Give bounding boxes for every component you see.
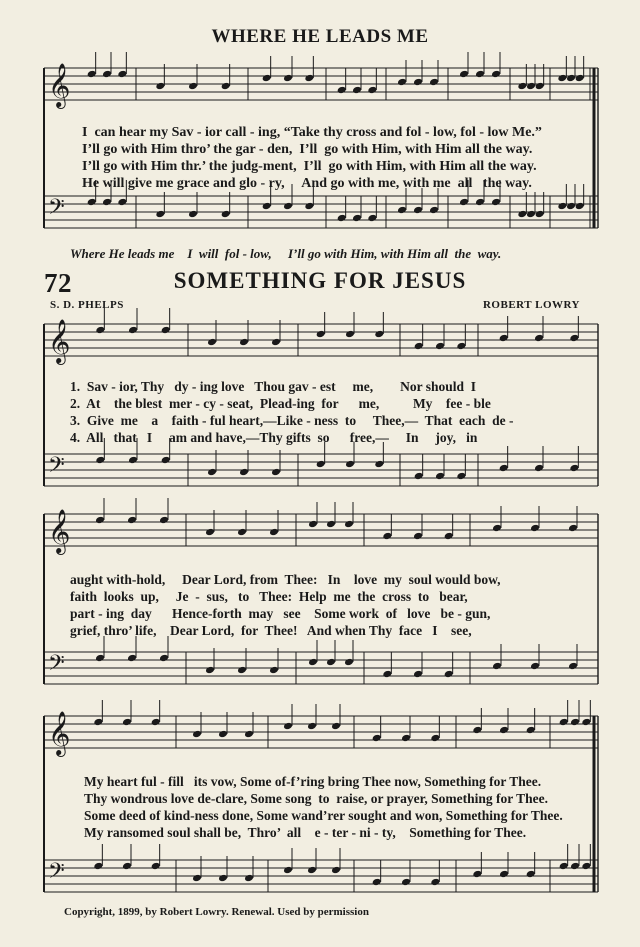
note-head [221,82,231,91]
system3-verse-3: Some deed of kind-ness done, Some wand’rer sought and won, Something for Thee. [84,808,563,823]
note-head [331,722,341,731]
note-head [326,658,336,667]
hymn1-verse-2: I’ll go with Him thro’ the gar - den, I’ll go with Him, with Him all the way. [82,142,533,157]
note-head [568,524,578,533]
note-head [151,718,161,727]
system2-verse-3: part - ing day Hence-forth may see Some work of love be - gun, [70,606,491,621]
note-head [307,866,317,875]
note-head [308,520,318,529]
note-head [444,532,454,541]
note-head [87,70,97,79]
note-head [269,666,279,675]
system2-verse-4: grief, thro’ life, Dear Lord, for Thee! And when Thy face I see, [70,623,472,638]
note-head [372,878,382,887]
system1-verse-4: 4. All that I am and have,—Thy gifts so free,— In joy, in [70,430,478,445]
note-head [491,198,501,207]
note-head [271,338,281,347]
note-head [526,726,536,735]
note-head [269,528,279,537]
note-head [435,342,445,351]
note-head [205,666,215,675]
note-head [221,210,231,219]
note-head [102,70,112,79]
note-head [526,82,536,91]
note-head [534,464,544,473]
treble-clef-icon: 𝄞 [48,319,71,363]
note-head [316,460,326,469]
note-head [382,670,392,679]
bass-clef-icon: 𝄢 [48,453,65,483]
note-head [526,870,536,879]
hymn2-title: SOMETHING FOR JESUS [173,268,467,293]
note-head [530,524,540,533]
note-head [517,82,527,91]
note-head [95,516,105,525]
note-head [581,862,591,871]
note-head [374,330,384,339]
system1-verse-2: 2. At the blest mer - cy - seat, Plead-ing for me, My fee - ble [70,396,491,411]
note-head [530,662,540,671]
note-head [205,528,215,537]
note-head [492,524,502,533]
note-head [128,456,138,465]
note-head [244,730,254,739]
note-head [401,878,411,887]
note-head [337,86,347,95]
note-head [568,662,578,671]
treble-clef-icon: 𝄞 [48,63,71,107]
note-head [283,866,293,875]
note-head [414,342,424,351]
note-head [159,654,169,663]
note-head [352,86,362,95]
note-head [430,734,440,743]
note-head [316,330,326,339]
note-head [499,464,509,473]
note-head [456,472,466,481]
treble-clef-icon: 𝄞 [48,509,71,553]
note-head [559,718,569,727]
note-head [127,516,137,525]
note-head [331,866,341,875]
note-head [95,456,105,465]
note-head [459,198,469,207]
note-head [491,70,501,79]
note-head [155,210,165,219]
note-head [345,460,355,469]
note-head [237,528,247,537]
note-head [429,206,439,215]
note-head [159,516,169,525]
note-head [161,326,171,335]
note-head [456,342,466,351]
note-head [566,202,576,211]
hymn1-verse-3: I’ll go with Him thr.’ the judg-ment, I’ll go with Him, with Him all the way. [82,159,537,174]
note-head [535,82,545,91]
note-head [239,468,249,477]
note-head [429,78,439,87]
note-head [151,862,161,871]
note-head [117,70,127,79]
hymn1-verse-4: He will give me grace and glo - ry, And go with me, with me all the way. [82,176,532,191]
note-head [435,472,445,481]
note-head [397,78,407,87]
note-head [308,658,318,667]
note-head [326,520,336,529]
note-head [413,78,423,87]
note-head [570,862,580,871]
note-head [534,334,544,343]
note-head [337,214,347,223]
note-head [87,198,97,207]
bass-clef-icon: 𝄢 [48,859,65,889]
note-head [472,726,482,735]
note-head [569,334,579,343]
note-head [128,326,138,335]
note-head [499,334,509,343]
note-head [557,74,567,83]
note-head [413,532,423,541]
note-head [367,214,377,223]
treble-clef-icon: 𝄞 [48,711,71,755]
note-head [374,460,384,469]
note-head [127,654,137,663]
note-head [283,722,293,731]
note-head [344,658,354,667]
note-head [262,202,272,211]
note-head [93,718,103,727]
note-head [192,874,202,883]
note-head [372,734,382,743]
note-head [367,86,377,95]
hymn1-refrain: Where He leads me I will fol - low, I’ll go with Him, with Him all the way. [70,246,502,261]
note-head [575,202,585,211]
note-head [570,718,580,727]
system1-verse-3: 3. Give me a faith - ful heart,—Like - ness to Thee,— That each de - [70,413,514,428]
note-head [161,456,171,465]
system3-verse-2: Thy wondrous love de-clare, Some song to raise, or prayer, Something for Thee. [84,791,548,806]
bass-clef-icon: 𝄢 [48,651,65,681]
note-head [218,730,228,739]
note-head [413,206,423,215]
note-head [581,718,591,727]
note-head [430,878,440,887]
note-head [475,198,485,207]
note-head [459,70,469,79]
system1-verse-1: 1. Sav - ior, Thy dy - ing love Thou gav - est me, Nor should I [70,379,477,394]
note-head [499,726,509,735]
words-credit: S. D. PHELPS [50,299,124,311]
note-head [239,338,249,347]
note-head [569,464,579,473]
note-head [492,662,502,671]
note-head [526,210,536,219]
note-head [155,82,165,91]
note-head [188,82,198,91]
note-head [304,74,314,83]
note-head [566,74,576,83]
system3-verse-4: My ransomed soul shall be, Thro’ all e - ter - ni - ty, Something for Thee. [84,825,527,840]
note-head [472,870,482,879]
note-head [559,862,569,871]
note-head [382,532,392,541]
note-head [207,338,217,347]
note-head [93,862,103,871]
note-head [122,718,132,727]
note-head [188,210,198,219]
note-head [444,670,454,679]
system2-verse-2: faith looks up, Je - sus, to Thee: Help me the cross to bear, [70,589,468,604]
note-head [344,520,354,529]
note-head [283,74,293,83]
note-head [517,210,527,219]
note-head [307,722,317,731]
note-head [352,214,362,223]
copyright-notice: Copyright, 1899, by Robert Lowry. Renewal. Used by permission [64,906,369,918]
hymn-number: 72 [44,268,72,298]
system2-verse-1: aught with-hold, Dear Lord, from Thee: In love my soul would bow, [70,572,501,587]
note-head [535,210,545,219]
note-head [244,874,254,883]
note-head [575,74,585,83]
note-head [102,198,112,207]
note-head [304,202,314,211]
hymn1-title: WHERE HE LEADS ME [211,26,429,47]
note-head [283,202,293,211]
note-head [237,666,247,675]
note-head [95,654,105,663]
note-head [401,734,411,743]
note-head [345,330,355,339]
note-head [475,70,485,79]
note-head [262,74,272,83]
hymn1-verse-1: I can hear my Sav - ior call - ing, “Take thy cross and fol - low, fol - low Me.” [82,125,542,140]
note-head [95,326,105,335]
note-head [117,198,127,207]
note-head [207,468,217,477]
note-head [122,862,132,871]
note-head [499,870,509,879]
note-head [192,730,202,739]
note-head [557,202,567,211]
bass-clef-icon: 𝄢 [48,195,65,225]
music-credit: ROBERT LOWRY [482,299,580,311]
note-head [271,468,281,477]
note-head [414,472,424,481]
system3-verse-1: My heart ful - fill its vow, Some of-f’ring bring Thee now, Something for Thee. [84,774,542,789]
note-head [413,670,423,679]
note-head [397,206,407,215]
note-head [218,874,228,883]
